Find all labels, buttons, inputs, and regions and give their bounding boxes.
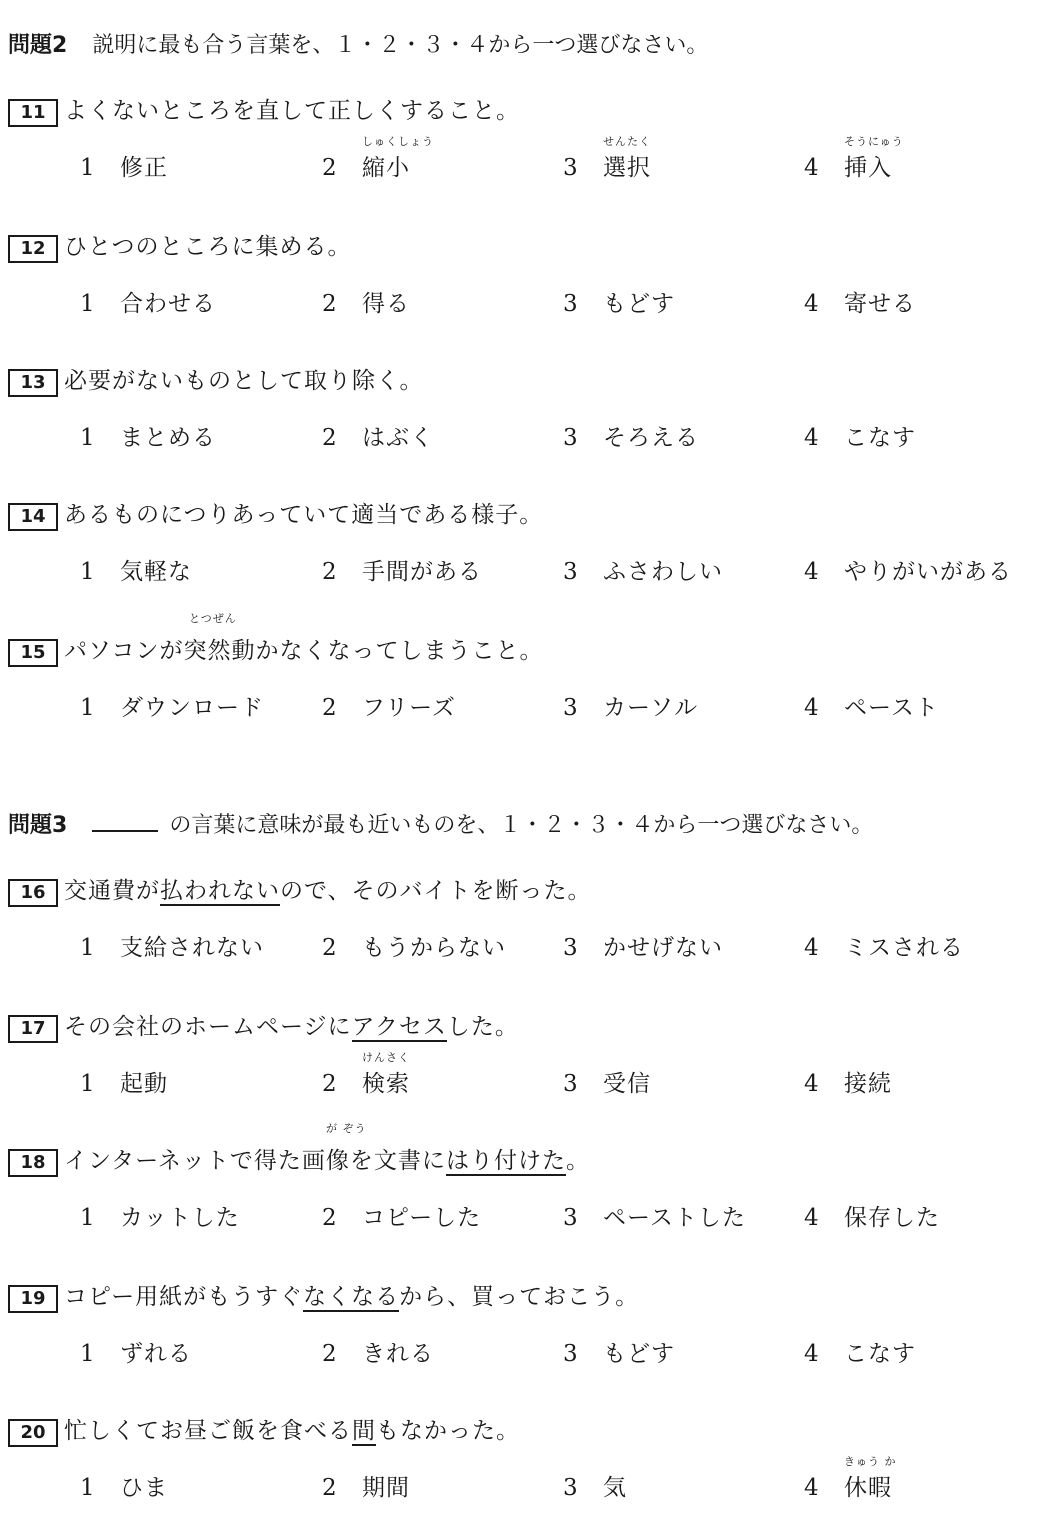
section-instruction: 説明に最も合う言葉を、１・２・３・４から一つ選びなさい。 [92, 33, 709, 58]
question-number-box: 16 [8, 879, 58, 907]
option-text [603, 291, 675, 317]
question-stem-line [8, 612, 1038, 667]
stem-text: コピー用紙がもうすぐ [64, 1284, 304, 1310]
stem-text-after: から、買っておこう。 [399, 1284, 640, 1310]
option-word: はぶく [362, 425, 434, 451]
underlined-phrase: なくなる [303, 1284, 400, 1310]
answer-option-2[interactable] [322, 135, 434, 182]
option-word: 検索 [362, 1071, 410, 1097]
question-number-box: 19 [8, 1285, 58, 1313]
option-number: 1 [80, 155, 95, 181]
option-number: 3 [563, 1475, 578, 1501]
option-number: 2 [322, 291, 337, 317]
answer-option-4[interactable] [804, 553, 1012, 586]
answer-option-3[interactable] [563, 1065, 651, 1098]
stem-text-after: もなかった。 [376, 1418, 520, 1444]
answer-option-2[interactable] [322, 419, 434, 452]
option-number: 2 [322, 695, 337, 721]
question-stem [64, 92, 520, 125]
option-word: ペースト [844, 695, 939, 721]
option-text [603, 1341, 675, 1367]
answer-option-2[interactable] [322, 1199, 481, 1232]
answer-option-3[interactable] [563, 689, 698, 722]
option-number: 4 [804, 1475, 819, 1501]
question-stem-line [8, 496, 1038, 531]
option-number: 2 [322, 425, 337, 451]
answer-option-1[interactable] [80, 553, 192, 586]
option-word: 接続 [844, 1071, 892, 1097]
option-text [120, 1071, 168, 1097]
option-text [120, 935, 264, 961]
stem-text: パソコンが突然動かなくなってしまうこと。 [64, 638, 544, 664]
answer-option-1[interactable] [80, 149, 168, 182]
option-text [362, 135, 434, 181]
option-text [844, 135, 904, 181]
option-text [844, 559, 1012, 585]
option-number: 3 [563, 559, 578, 585]
option-word: 支給されない [120, 935, 264, 961]
question-17 [8, 1008, 1038, 1105]
question-number-box: 18 [8, 1149, 58, 1177]
option-number: 3 [563, 1205, 578, 1231]
question-stem-line [8, 228, 1038, 263]
answer-option-2[interactable] [322, 1335, 434, 1368]
option-word: 合わせる [120, 291, 216, 317]
option-text [120, 1475, 168, 1501]
answer-option-1[interactable] [80, 1335, 192, 1368]
question-number-box: 17 [8, 1015, 58, 1043]
question-stem-line [8, 1122, 1038, 1177]
option-text [844, 1205, 940, 1231]
option-text [844, 291, 916, 317]
question-stem [64, 362, 424, 395]
option-word: 起動 [120, 1071, 168, 1097]
option-word: ミスされる [844, 935, 964, 961]
answer-options [8, 689, 1038, 729]
option-number: 4 [804, 155, 819, 181]
option-word: ダウンロード [120, 695, 264, 721]
option-number: 3 [563, 291, 578, 317]
option-number: 3 [563, 1071, 578, 1097]
underline-blank [92, 812, 158, 832]
option-word: こなす [844, 425, 916, 451]
option-word: ひま [120, 1475, 168, 1501]
option-word: まとめる [120, 425, 216, 451]
question-stem-line [8, 1278, 1038, 1313]
option-word: 期間 [362, 1475, 410, 1501]
question-number-box: 13 [8, 369, 58, 397]
option-number: 2 [322, 1071, 337, 1097]
option-word: カーソル [603, 695, 699, 721]
question-stem-line [8, 362, 1038, 397]
option-word: もうからない [362, 935, 506, 961]
answer-option-4[interactable] [804, 1335, 916, 1368]
option-text [603, 695, 698, 721]
option-number: 3 [563, 425, 578, 451]
answer-options [8, 1335, 1038, 1375]
option-furigana: けんさく [362, 1051, 410, 1064]
section-label: 問題2 [8, 33, 68, 58]
option-number: 3 [563, 935, 578, 961]
option-word: もどす [603, 291, 675, 317]
question-number-box: 20 [8, 1419, 58, 1447]
answer-options [8, 1051, 1038, 1105]
option-word: ふさわしい [603, 559, 723, 585]
option-word: ずれる [120, 1341, 192, 1367]
option-text [844, 425, 916, 451]
question-15 [8, 612, 1038, 729]
option-text [844, 935, 964, 961]
answer-option-2[interactable] [322, 1051, 410, 1098]
option-word: 挿入 [844, 155, 892, 181]
option-number: 2 [322, 155, 337, 181]
option-number: 1 [80, 695, 95, 721]
answer-options [8, 553, 1038, 593]
answer-option-4[interactable] [804, 929, 964, 962]
option-word: コピーした [362, 1205, 482, 1231]
section-label: 問題3 [8, 813, 68, 838]
option-text [362, 695, 456, 721]
option-number: 4 [804, 1205, 819, 1231]
question-stem [64, 496, 543, 529]
option-number: 2 [322, 1341, 337, 1367]
answer-option-4[interactable] [804, 135, 904, 182]
option-text [362, 291, 410, 317]
option-text [120, 1205, 240, 1231]
option-text [120, 559, 192, 585]
option-word: 気 [603, 1475, 627, 1501]
question-14 [8, 496, 1038, 593]
option-text [120, 425, 216, 451]
answer-option-4[interactable] [804, 419, 916, 452]
question-stem [64, 1412, 520, 1445]
option-number: 1 [80, 291, 95, 317]
question-stem-line [8, 1412, 1038, 1447]
question-stem [64, 1278, 639, 1311]
option-number: 1 [80, 559, 95, 585]
answer-option-3[interactable] [563, 1469, 627, 1502]
answer-option-3[interactable] [563, 419, 699, 452]
answer-option-4[interactable] [804, 1455, 897, 1502]
option-number: 1 [80, 1341, 95, 1367]
question-stem [64, 872, 592, 905]
option-number: 2 [322, 559, 337, 585]
question-stem-line [8, 1008, 1038, 1043]
question-stem [64, 1122, 590, 1175]
option-word: 受信 [603, 1071, 651, 1097]
option-text [844, 1455, 897, 1501]
option-word: やりがいがある [844, 559, 1012, 585]
option-text [603, 559, 723, 585]
option-number: 4 [804, 1071, 819, 1097]
answer-option-2[interactable] [322, 1469, 410, 1502]
stem-text: インターネットで得た画像を文書に [64, 1148, 446, 1174]
option-number: 3 [563, 155, 578, 181]
answer-option-3[interactable] [563, 135, 651, 182]
answer-option-2[interactable] [322, 553, 482, 586]
answer-option-2[interactable] [322, 689, 456, 722]
answer-option-4[interactable] [804, 1065, 892, 1098]
option-word: 縮小 [362, 155, 410, 181]
option-number: 3 [563, 695, 578, 721]
option-text [362, 1341, 434, 1367]
option-number: 4 [804, 935, 819, 961]
section-2-header [8, 28, 708, 59]
answer-option-3[interactable] [563, 285, 675, 318]
answer-option-3[interactable] [563, 1335, 675, 1368]
option-word: こなす [844, 1341, 916, 1367]
option-text [603, 935, 723, 961]
answer-option-1[interactable] [80, 1199, 240, 1232]
answer-option-4[interactable] [804, 285, 916, 318]
stem-text: 交通費が [64, 878, 160, 904]
question-18 [8, 1122, 1038, 1239]
answer-option-4[interactable] [804, 689, 939, 722]
stem-text-after: 。 [565, 1148, 590, 1174]
answer-options [8, 285, 1038, 325]
option-furigana: きゅう か [844, 1455, 897, 1468]
option-number: 1 [80, 1205, 95, 1231]
option-text [120, 291, 216, 317]
answer-option-1[interactable] [80, 1469, 168, 1502]
answer-options [8, 135, 1038, 189]
option-word: 選択 [603, 155, 651, 181]
option-number: 1 [80, 1475, 95, 1501]
stem-text: よくないところを直して正しくすること。 [64, 98, 520, 124]
option-text [603, 1475, 627, 1501]
question-stem [64, 228, 352, 261]
answer-option-3[interactable] [563, 1199, 746, 1232]
question-13 [8, 362, 1038, 459]
option-number: 4 [804, 559, 819, 585]
underlined-phrase: はり付けた [445, 1148, 566, 1174]
option-text [603, 1205, 746, 1231]
option-number: 1 [80, 1071, 95, 1097]
section-instruction: の言葉に意味が最も近いものを、１・２・３・４から一つ選びなさい。 [169, 813, 874, 838]
stem-text: その会社のホームページに [64, 1014, 352, 1040]
option-text [844, 1341, 916, 1367]
option-word: 修正 [120, 155, 168, 181]
option-word: 手間がある [362, 559, 482, 585]
underlined-phrase: 払われない [160, 878, 280, 904]
question-stem-line [8, 872, 1038, 907]
question-11 [8, 92, 1038, 189]
option-text [120, 155, 168, 181]
answer-option-1[interactable] [80, 929, 264, 962]
option-word: そろえる [603, 425, 699, 451]
stem-text: あるものにつりあっていて適当である様子。 [64, 502, 544, 528]
option-text [362, 559, 482, 585]
option-word: きれる [362, 1341, 434, 1367]
answer-option-3[interactable] [563, 553, 723, 586]
section-3-header [8, 808, 873, 839]
option-word: フリーズ [362, 695, 456, 721]
stem-text: 忙しくてお昼ご飯を食べる [64, 1418, 352, 1444]
option-number: 2 [322, 1475, 337, 1501]
option-number: 3 [563, 1341, 578, 1367]
option-word: 休暇 [844, 1475, 892, 1501]
question-19 [8, 1278, 1038, 1375]
answer-option-1[interactable] [80, 285, 216, 318]
stem-furigana: が ぞう [326, 1122, 367, 1135]
stem-text: ひとつのところに集める。 [64, 234, 352, 260]
option-word: 得る [362, 291, 410, 317]
answer-option-4[interactable] [804, 1199, 940, 1232]
option-word: カットした [120, 1205, 240, 1231]
option-text [120, 1341, 192, 1367]
answer-options [8, 929, 1038, 969]
question-number-box: 14 [8, 503, 58, 531]
stem-text-after: ので、そのバイトを断った。 [280, 878, 592, 904]
answer-options [8, 1455, 1038, 1509]
question-20 [8, 1412, 1038, 1509]
option-word: 気軽な [120, 559, 192, 585]
option-text [362, 1051, 410, 1097]
question-number-box: 11 [8, 99, 58, 127]
option-number: 1 [80, 425, 95, 451]
option-text [362, 1475, 410, 1501]
option-text [120, 695, 264, 721]
stem-text-after: した。 [446, 1014, 519, 1040]
option-word: かせげない [603, 935, 723, 961]
answer-option-3[interactable] [563, 929, 723, 962]
option-text [603, 425, 699, 451]
option-word: もどす [603, 1341, 675, 1367]
answer-options [8, 419, 1038, 459]
question-stem [64, 612, 544, 665]
option-text [603, 135, 651, 181]
option-text [362, 935, 506, 961]
option-text [362, 425, 434, 451]
option-number: 4 [804, 291, 819, 317]
answer-options [8, 1199, 1038, 1239]
question-16 [8, 872, 1038, 969]
option-number: 4 [804, 425, 819, 451]
question-stem [64, 1008, 519, 1041]
underlined-phrase: アクセス [351, 1014, 447, 1040]
answer-option-1[interactable] [80, 689, 264, 722]
answer-option-2[interactable] [322, 929, 506, 962]
option-text [844, 1071, 892, 1097]
question-number-box: 12 [8, 235, 58, 263]
option-number: 2 [322, 935, 337, 961]
option-number: 4 [804, 1341, 819, 1367]
option-number: 4 [804, 695, 819, 721]
option-text [603, 1071, 651, 1097]
option-furigana: そうにゅう [844, 135, 904, 148]
question-12 [8, 228, 1038, 325]
underlined-phrase: 間 [352, 1418, 376, 1444]
answer-option-1[interactable] [80, 419, 216, 452]
stem-text: 必要がないものとして取り除く。 [64, 368, 424, 394]
answer-option-2[interactable] [322, 285, 410, 318]
question-number-box: 15 [8, 639, 58, 667]
option-number: 1 [80, 935, 95, 961]
question-stem-line [8, 92, 1038, 127]
option-word: 寄せる [844, 291, 916, 317]
option-number: 2 [322, 1205, 337, 1231]
option-furigana: せんたく [603, 135, 651, 148]
option-furigana: しゅくしょう [362, 135, 434, 148]
option-text [362, 1205, 481, 1231]
option-word: 保存した [844, 1205, 940, 1231]
answer-option-1[interactable] [80, 1065, 168, 1098]
option-text [844, 695, 939, 721]
stem-furigana: とつぜん [189, 612, 237, 625]
option-word: ペーストした [603, 1205, 746, 1231]
